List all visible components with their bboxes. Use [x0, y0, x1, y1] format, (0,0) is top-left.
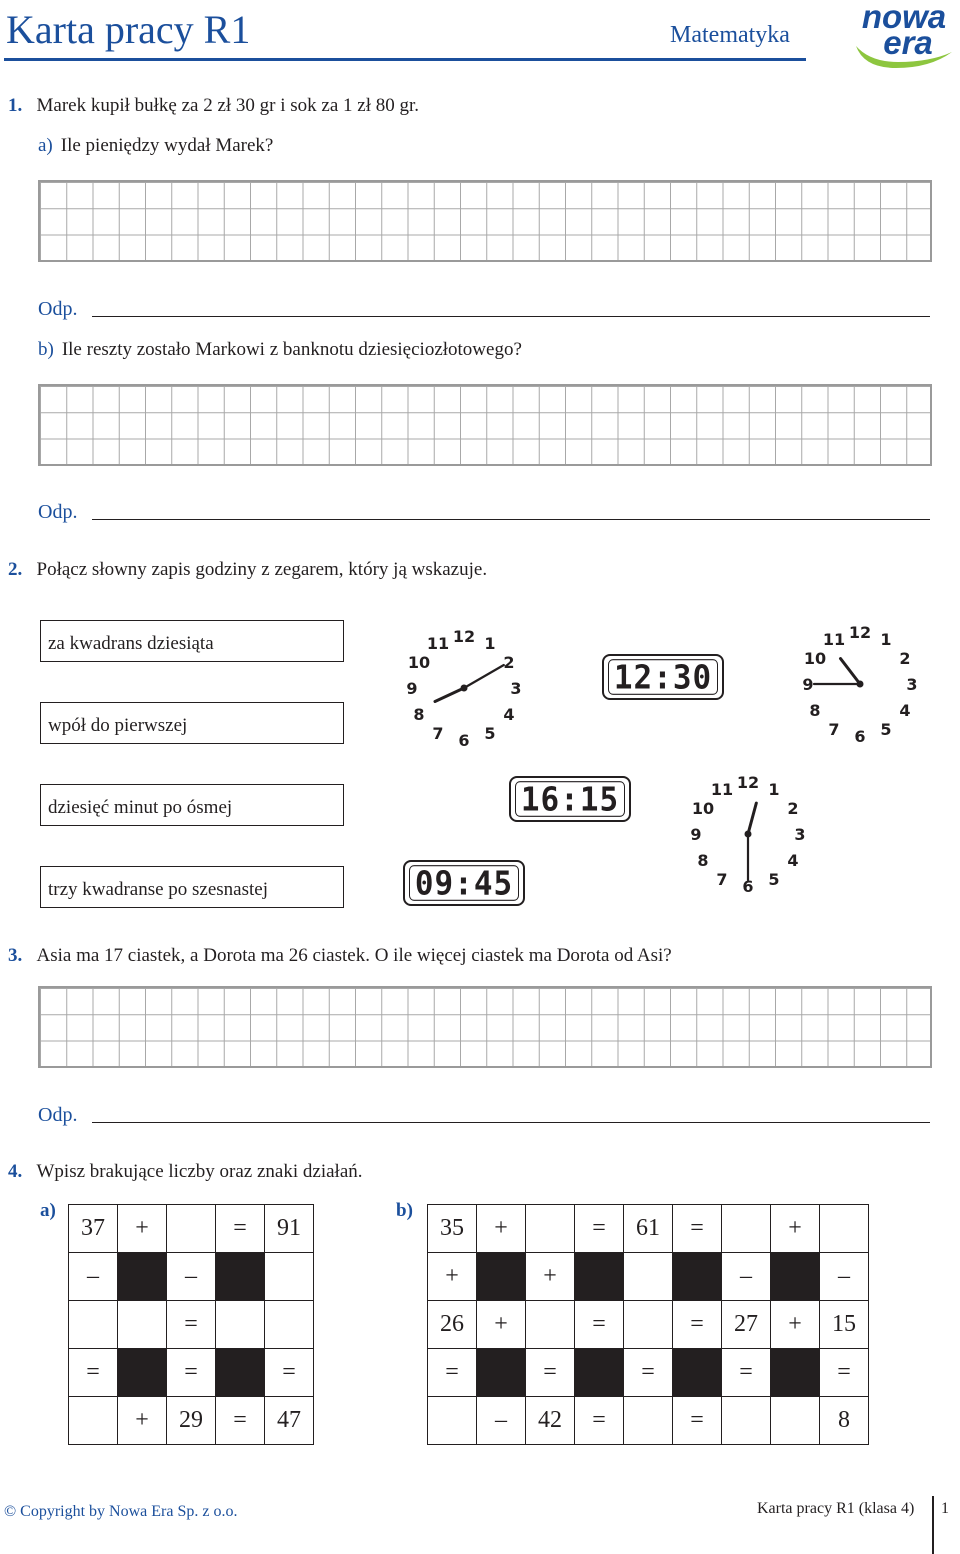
- task4-question: [8, 1160, 363, 1184]
- clock-number: 3: [794, 825, 806, 844]
- clock-number: 1: [484, 634, 496, 653]
- puzzle-a-cell: =: [216, 1205, 265, 1253]
- puzzle-b-cell: =: [673, 1397, 722, 1445]
- page-title: Karta pracy R1: [6, 7, 251, 52]
- puzzle-b-row: [428, 1397, 869, 1445]
- task1-question: [8, 94, 419, 118]
- footer-divider: [932, 1496, 934, 1554]
- clock-number: 2: [503, 653, 515, 672]
- answer-label-1a: Odp.: [38, 298, 78, 320]
- puzzle-b-row: [428, 1253, 869, 1301]
- nowa-era-logo: [850, 2, 956, 72]
- puzzle-a-cell: =: [167, 1349, 216, 1397]
- clock-center: [857, 681, 864, 688]
- digital-clock-1-display: 12:30: [608, 659, 718, 695]
- clock-number: 6: [854, 727, 866, 746]
- clock-number: 8: [413, 705, 425, 724]
- puzzle-b-cell: 27: [722, 1301, 771, 1349]
- puzzle-grid-a: [68, 1204, 314, 1445]
- page-number: 1: [941, 1500, 949, 1517]
- task2-number: 2.: [8, 559, 23, 580]
- clock-number: 2: [787, 799, 799, 818]
- puzzle-b-empty-cell[interactable]: [624, 1397, 673, 1445]
- time-label-3[interactable]: dziesięć minut po ósmej: [40, 784, 344, 826]
- subject-label: Matematyka: [670, 22, 790, 48]
- clock-center: [461, 685, 468, 692]
- clock-number: 9: [406, 679, 418, 698]
- task1b-label: b): [38, 339, 54, 360]
- task1b-text: Ile reszty zostało Markowi z banknotu dziesięciozłotowego?: [61, 339, 522, 360]
- puzzle-b-cell: =: [526, 1349, 575, 1397]
- clock-number: 3: [906, 675, 918, 694]
- puzzle-b-cell: +: [428, 1253, 477, 1301]
- puzzle-b-black-cell: [771, 1349, 820, 1397]
- clock-number: 3: [510, 679, 522, 698]
- puzzle-b-cell: =: [575, 1397, 624, 1445]
- puzzle-b-empty-cell[interactable]: [526, 1301, 575, 1349]
- puzzle-a-black-cell: [118, 1349, 167, 1397]
- clock-number: 4: [787, 851, 799, 870]
- puzzle-a-empty-cell[interactable]: [265, 1301, 314, 1349]
- clock-number: 7: [716, 870, 728, 889]
- puzzle-b-black-cell: [575, 1253, 624, 1301]
- puzzle-b-cell: 35: [428, 1205, 477, 1253]
- clock-number: 5: [768, 870, 780, 889]
- puzzle-b-cell: 42: [526, 1397, 575, 1445]
- puzzle-a-black-cell: [118, 1253, 167, 1301]
- task1-text: Marek kupił bułkę za 2 zł 30 gr i sok za 1 zł 80 gr.: [36, 95, 420, 116]
- digital-clock-2-display: 16:15: [515, 781, 625, 817]
- puzzle-b-cell: +: [477, 1205, 526, 1253]
- puzzle-b-black-cell: [477, 1349, 526, 1397]
- digital-clock-3[interactable]: [403, 860, 525, 906]
- clock-number: 6: [458, 731, 470, 750]
- clock-number: 11: [710, 780, 734, 799]
- puzzle-a-row: [69, 1349, 314, 1397]
- puzzle-b-cell: =: [722, 1349, 771, 1397]
- clock-number: 6: [742, 877, 754, 896]
- puzzle-b-black-cell: [673, 1349, 722, 1397]
- puzzle-b-black-cell: [575, 1349, 624, 1397]
- puzzle-b-black-cell: [771, 1253, 820, 1301]
- puzzle-a-cell: =: [265, 1349, 314, 1397]
- puzzle-a-cell: 91: [265, 1205, 314, 1253]
- puzzle-a-cell: –: [69, 1253, 118, 1301]
- task2-text: Połącz słowny zapis godziny z zegarem, który ją wskazuje.: [36, 559, 488, 580]
- answer-line-1a[interactable]: [92, 316, 930, 317]
- puzzle-b-cell: =: [624, 1349, 673, 1397]
- puzzle-a-empty-cell[interactable]: [167, 1205, 216, 1253]
- clock-number: 1: [880, 630, 892, 649]
- clock-number: 4: [899, 701, 911, 720]
- analog-clock-3[interactable]: [678, 764, 818, 904]
- logo-text-era: era: [883, 24, 933, 61]
- clock-number: 11: [426, 634, 450, 653]
- puzzle-b-row: [428, 1301, 869, 1349]
- digital-clock-1[interactable]: [602, 654, 724, 700]
- clock-number: 7: [432, 724, 444, 743]
- puzzle-b-empty-cell[interactable]: [722, 1397, 771, 1445]
- clock-number: 10: [803, 649, 827, 668]
- footer-title: Karta pracy R1 (klasa 4): [757, 1500, 915, 1517]
- puzzle-a-empty-cell[interactable]: [69, 1397, 118, 1445]
- clock-number: 4: [503, 705, 515, 724]
- clock-number: 1: [768, 780, 780, 799]
- puzzle-b-label: b): [396, 1200, 413, 1221]
- clock-number: 8: [809, 701, 821, 720]
- puzzle-b-cell: =: [428, 1349, 477, 1397]
- time-label-4[interactable]: trzy kwadranse po szesnastej: [40, 866, 344, 908]
- puzzle-a-empty-cell[interactable]: [216, 1301, 265, 1349]
- task1a-question: [38, 134, 273, 158]
- task3-text: Asia ma 17 ciastek, a Dorota ma 26 ciastek. O ile więcej ciastek ma Dorota od Asi?: [36, 945, 672, 966]
- puzzle-b-empty-cell[interactable]: [526, 1205, 575, 1253]
- time-label-2[interactable]: wpół do pierwszej: [40, 702, 344, 744]
- task2-question: [8, 558, 487, 582]
- puzzle-b-empty-cell[interactable]: [624, 1301, 673, 1349]
- puzzle-b-black-cell: [673, 1253, 722, 1301]
- digital-clock-3-display: 09:45: [409, 865, 519, 901]
- puzzle-b-cell: +: [771, 1205, 820, 1253]
- task1-number: 1.: [8, 95, 23, 116]
- puzzle-b-cell: 26: [428, 1301, 477, 1349]
- puzzle-b-cell: 15: [820, 1301, 869, 1349]
- answer-line-3[interactable]: [92, 1122, 930, 1123]
- answer-label-3: Odp.: [38, 1104, 78, 1126]
- puzzle-b-empty-cell[interactable]: [722, 1205, 771, 1253]
- puzzle-a-empty-cell[interactable]: [118, 1301, 167, 1349]
- puzzle-b-row: [428, 1349, 869, 1397]
- clock-number: 9: [802, 675, 814, 694]
- analog-clock-1[interactable]: [394, 618, 534, 758]
- clock-number: 7: [828, 720, 840, 739]
- puzzle-a-cell: 29: [167, 1397, 216, 1445]
- puzzle-a-cell: 47: [265, 1397, 314, 1445]
- clock-number: 10: [691, 799, 715, 818]
- time-label-1[interactable]: za kwadrans dziesiąta: [40, 620, 344, 662]
- puzzle-b-empty-cell[interactable]: [771, 1397, 820, 1445]
- task1b-question: [38, 338, 522, 362]
- puzzle-grid-b: [427, 1204, 869, 1445]
- puzzle-b-cell: =: [575, 1205, 624, 1253]
- puzzle-a-row: [69, 1205, 314, 1253]
- answer-label-1b: Odp.: [38, 501, 78, 523]
- puzzle-b-cell: =: [673, 1205, 722, 1253]
- clock-number: 12: [848, 623, 872, 642]
- header-rule: [4, 58, 806, 61]
- puzzle-a-cell: =: [69, 1349, 118, 1397]
- puzzle-a-empty-cell[interactable]: [69, 1301, 118, 1349]
- clock-number: 5: [484, 724, 496, 743]
- task4-number: 4.: [8, 1161, 23, 1182]
- clock-number: 12: [736, 773, 760, 792]
- puzzle-b-cell: +: [477, 1301, 526, 1349]
- puzzle-b-empty-cell[interactable]: [428, 1397, 477, 1445]
- puzzle-b-cell: +: [526, 1253, 575, 1301]
- puzzle-a-row: [69, 1301, 314, 1349]
- puzzle-a-cell: =: [216, 1397, 265, 1445]
- task1a-text: Ile pieniędzy wydał Marek?: [60, 135, 274, 156]
- clock-number: 5: [880, 720, 892, 739]
- puzzle-a-label: a): [40, 1200, 56, 1221]
- puzzle-b-cell: 61: [624, 1205, 673, 1253]
- puzzle-b-cell: –: [722, 1253, 771, 1301]
- clock-number: 10: [407, 653, 431, 672]
- digital-clock-2[interactable]: [509, 776, 631, 822]
- puzzle-b-cell: =: [575, 1301, 624, 1349]
- puzzle-b-cell: =: [820, 1349, 869, 1397]
- puzzle-a-cell: +: [118, 1205, 167, 1253]
- puzzle-a-row: [69, 1397, 314, 1445]
- task3-number: 3.: [8, 945, 23, 966]
- puzzle-b-cell: 8: [820, 1397, 869, 1445]
- puzzle-b-cell: =: [673, 1301, 722, 1349]
- puzzle-b-empty-cell[interactable]: [624, 1253, 673, 1301]
- puzzle-a-row: [69, 1253, 314, 1301]
- puzzle-b-row: [428, 1205, 869, 1253]
- task1a-label: a): [38, 135, 53, 156]
- puzzle-a-black-cell: [216, 1349, 265, 1397]
- puzzle-a-cell: 37: [69, 1205, 118, 1253]
- puzzle-b-cell: –: [477, 1397, 526, 1445]
- analog-clock-2[interactable]: [790, 614, 930, 754]
- answer-line-1b[interactable]: [92, 519, 930, 520]
- squared-grid-3[interactable]: [38, 986, 932, 1068]
- puzzle-b-black-cell: [477, 1253, 526, 1301]
- clock-number: 11: [822, 630, 846, 649]
- clock-number: 2: [899, 649, 911, 668]
- clock-number: 8: [697, 851, 709, 870]
- puzzle-a-black-cell: [216, 1253, 265, 1301]
- puzzle-a-empty-cell[interactable]: [265, 1253, 314, 1301]
- clock-center: [745, 831, 752, 838]
- puzzle-b-empty-cell[interactable]: [820, 1205, 869, 1253]
- clock-number: 9: [690, 825, 702, 844]
- puzzle-a-cell: =: [167, 1301, 216, 1349]
- puzzle-b-cell: –: [820, 1253, 869, 1301]
- puzzle-a-cell: +: [118, 1397, 167, 1445]
- task3-question: [8, 944, 672, 968]
- copyright: © Copyright by Nowa Era Sp. z o.o.: [4, 1503, 238, 1520]
- puzzle-a-cell: –: [167, 1253, 216, 1301]
- logo-text-nowa: nowa: [861, 2, 947, 35]
- puzzle-b-cell: +: [771, 1301, 820, 1349]
- squared-grid-1a[interactable]: [38, 180, 932, 262]
- squared-grid-1b[interactable]: [38, 384, 932, 466]
- task4-text: Wpisz brakujące liczby oraz znaki działań.: [36, 1161, 363, 1182]
- clock-number: 12: [452, 627, 476, 646]
